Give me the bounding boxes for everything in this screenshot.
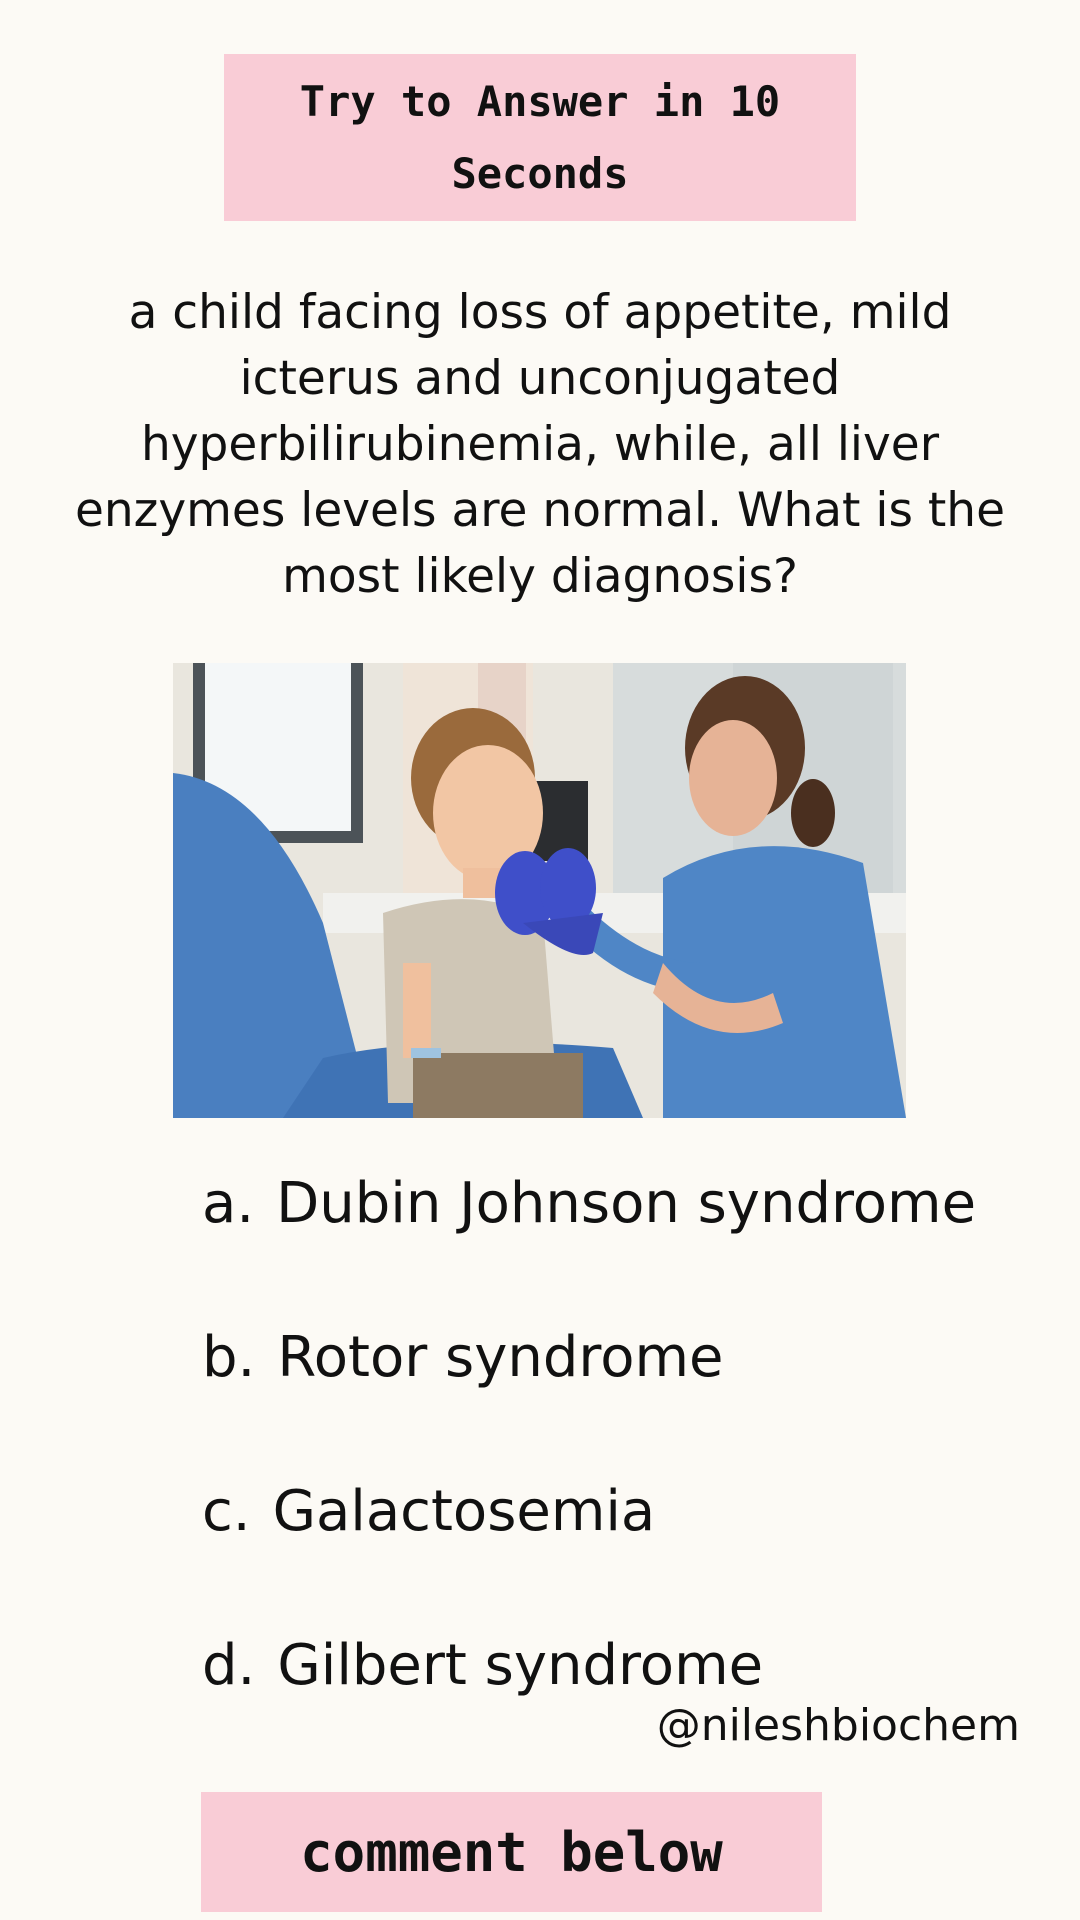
option-label: Gilbert syndrome (277, 1633, 764, 1698)
option-letter: c. (202, 1479, 251, 1544)
comment-cta: comment below (300, 1820, 723, 1884)
author-handle: @nileshbiochem (656, 1700, 1020, 1751)
option-letter: d. (202, 1633, 256, 1698)
title-banner (224, 54, 856, 221)
clinic-photo (173, 663, 906, 1118)
option-a[interactable] (202, 1168, 1022, 1322)
title-text: Try to Answer in 10 Seconds (299, 76, 781, 198)
option-label: Galactosemia (272, 1479, 656, 1544)
answer-options (202, 1168, 1022, 1784)
option-b[interactable] (202, 1322, 1022, 1476)
option-label: Rotor syndrome (277, 1325, 724, 1390)
comment-banner (201, 1792, 822, 1912)
option-c[interactable] (202, 1476, 1022, 1630)
option-letter: b. (202, 1325, 256, 1390)
option-label: Dubin Johnson syndrome (276, 1171, 977, 1236)
option-letter: a. (202, 1171, 255, 1236)
question-text: a child facing loss of appetite, mild icterus and unconjugated hyperbilirubinemia, while, all liver enzymes levels are normal. What is the most likely diagnosis? (74, 285, 1006, 604)
